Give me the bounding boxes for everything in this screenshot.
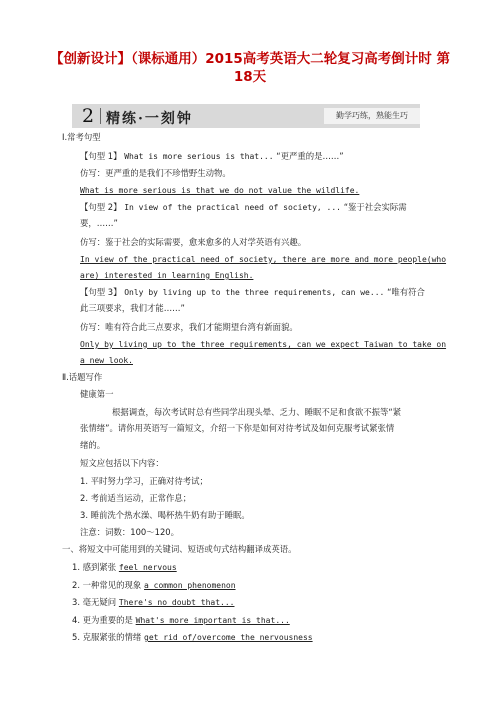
- vocab-answer: What's more important is that...: [135, 616, 290, 625]
- banner-divider: [100, 108, 101, 124]
- vocab-answer: There's no doubt that...: [118, 598, 235, 607]
- section-heading: Ⅰ.常考句型: [62, 132, 101, 142]
- model-answer: What is more serious is that we do not value the wildlife.: [80, 186, 360, 195]
- model-answer-continued: are) interested in learning English.: [80, 271, 254, 280]
- pattern-gloss-continued: 此三项要求，我们才能……”: [80, 303, 185, 313]
- task-paragraph-continued: 张情绪”。请你用英语写一篇短文，介绍一下你是如何对待考试及如何克服考试紧张情: [80, 423, 395, 433]
- task-paragraph-continued: 绪的。: [80, 440, 106, 450]
- section-banner: [72, 104, 420, 128]
- vocab-item: 4. 更为重要的是 What's more important is that...: [72, 615, 290, 625]
- word-count-note: 注意：词数：100～120。: [80, 527, 179, 537]
- content-point: 1. 平时努力学习，正确对待考试；: [80, 476, 208, 486]
- content-intro: 短文应包括以下内容：: [80, 458, 164, 468]
- banner-text: 精练·一刻钟: [106, 111, 193, 127]
- vocab-item: 2. 一种常见的现象 a common phenomenon: [72, 580, 236, 590]
- model-answer-continued: a new look.: [80, 356, 133, 365]
- vocab-item: 1. 感到紧张 feel nervous: [72, 562, 177, 572]
- document-title-continued: 18天: [233, 69, 267, 85]
- vocab-answer: a common phenomenon: [144, 581, 236, 590]
- pattern-line: 【句型 2】 In view of the practical need of society, ... “鉴于社会实际需: [80, 202, 407, 212]
- vocab-answer: get rid of/overcome the nervousness: [144, 633, 313, 642]
- document-title: 【创新设计】（课标通用）2015高考英语大二轮复习高考倒计时 第: [49, 51, 451, 67]
- content-point: 2. 考前适当运动，正常作息；: [80, 493, 192, 503]
- vocab-item: 5. 克服紧张的情绪 get rid of/overcome the nervousness: [72, 632, 313, 642]
- model-answer: Only by living up to the three requirements, can we expect Taiwan to take on: [80, 340, 447, 349]
- pattern-gloss-continued: 要，……”: [80, 218, 118, 228]
- vocab-item: 3. 毫无疑问 There's no doubt that...: [72, 597, 235, 607]
- pattern-line: 【句型 3】 Only by living up to the three requirements, can we... “唯有符合: [80, 287, 425, 297]
- pattern-line: 【句型 1】 What is more serious is that... “更严重的是……”: [80, 151, 344, 161]
- topic-title: 健康第一: [80, 389, 114, 399]
- section-heading: Ⅱ.话题写作: [62, 372, 103, 382]
- exercise-instruction: 一、将短文中可能用到的关键词、短语或句式结构翻译成英语。: [62, 544, 297, 554]
- imitate-prompt: 仿写：唯有符合此三点要求，我们才能期望台湾有新面貌。: [80, 322, 298, 332]
- imitate-prompt: 仿写：更严重的是我们不珍惜野生动物。: [80, 168, 231, 178]
- task-paragraph: 根据调查，每次考试时总有些同学出现头晕、乏力、睡眠不足和食欲不振等“紧: [112, 407, 402, 417]
- banner-number: 2: [82, 105, 95, 127]
- model-answer: In view of the practical need of society, there are more and more people(who: [80, 255, 447, 264]
- banner-tag: 勤学巧练，熟能生巧: [324, 108, 420, 124]
- imitate-prompt: 仿写：鉴于社会的实际需要，愈来愈多的人对学英语有兴趣。: [80, 237, 307, 247]
- vocab-answer: feel nervous: [118, 563, 177, 572]
- content-point: 3. 睡前洗个热水澡、喝杯热牛奶有助于睡眠。: [80, 510, 250, 520]
